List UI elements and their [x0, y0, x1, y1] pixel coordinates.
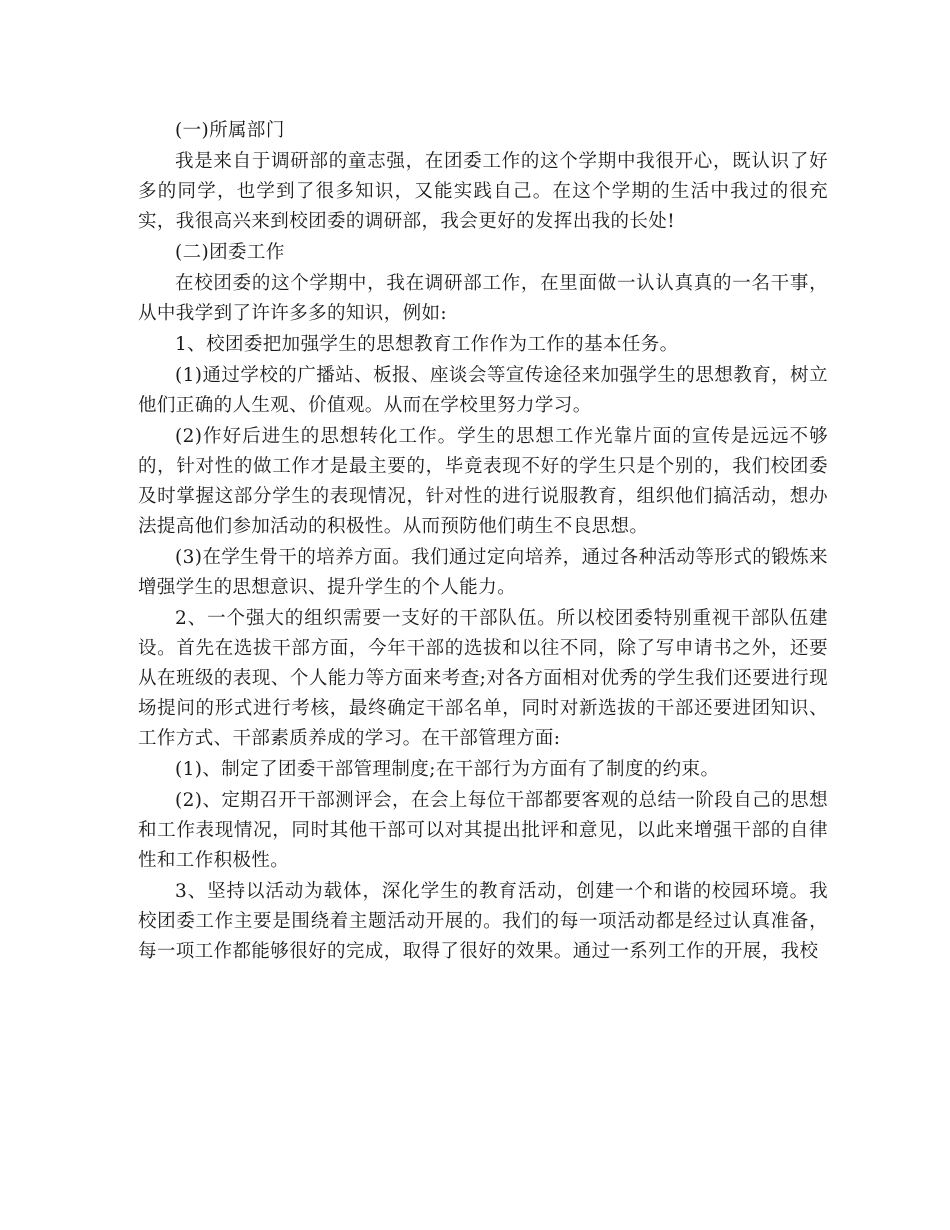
- paragraph-league-semester: 在校团委的这个学期中，我在调研部工作，在里面做一认认真真的一名干事，从中我学到了许许多多的知识，例如:: [138, 273, 828, 324]
- sub-item-2-2: (2)、定期召开干部测评会，在会上每位干部都要客观的总结一阶段自己的思想和工作表现情况，同时其他干部可以对其提出批评和意见，以此来增强干部的自律性和工作积极性。: [138, 790, 828, 871]
- sub-item-2-1: (1)、制定了团委干部管理制度;在干部行为方面有了制度的约束。: [175, 759, 720, 780]
- sub-item-1-1: (1)通过学校的广播站、板报、座谈会等宣传途径来加强学生的思想教育，树立他们正确的人生观、价值观。从而在学校里努力学习。: [138, 365, 828, 416]
- list-item-1: 1、校团委把加强学生的思想教育工作作为工作的基本任务。: [175, 334, 679, 355]
- sub-item-1-2: (2)作好后进生的思想转化工作。学生的思想工作光靠片面的宣传是远远不够的，针对性的做工作才是最主要的，毕竟表现不好的学生只是个别的，我们校团委及时掌握这部分学生的表现情况，针对性的进行说服教育，组织他们搞活动，想办法提高他们参加活动的积极性。从而预防他们萌生不良思想。: [138, 426, 828, 537]
- section-heading-department: (一)所属部门: [175, 120, 285, 141]
- list-item-3: 3、坚持以活动为载体，深化学生的教育活动，创建一个和谐的校园环境。我校团委工作主要是围绕着主题活动开展的。我们的每一项活动都是经过认真准备，每一项工作都能够很好的完成，取得了很好的效果。通过一系列工作的开展，我校: [138, 881, 828, 962]
- sub-item-1-3: (3)在学生骨干的培养方面。我们通过定向培养，通过各种活动等形式的锻炼来增强学生的思想意识、提升学生的个人能力。: [138, 547, 828, 598]
- list-item-2: 2、一个强大的组织需要一支好的干部队伍。所以校团委特别重视干部队伍建设。首先在选拔干部方面，今年干部的选拔和以往不同，除了写申请书之外，还要从在班级的表现、个人能力等方面来考查;对各方面相对优秀的学生我们还要进行现场提问的形式进行考核，最终确定干部名单，同时对新选拔的干部还要进团知识、工作方式、干部素质养成的学习。在干部管理方面:: [138, 608, 828, 749]
- section-heading-league-work: (二)团委工作: [175, 242, 285, 263]
- paragraph-introduction: 我是来自于调研部的童志强，在团委工作的这个学期中我很开心，既认识了好多的同学，也学到了很多知识，又能实践自己。在这个学期的生活中我过的很充实，我很高兴来到校团委的调研部，我会更好的发挥出我的长处!: [138, 151, 828, 232]
- document-body: [138, 116, 828, 968]
